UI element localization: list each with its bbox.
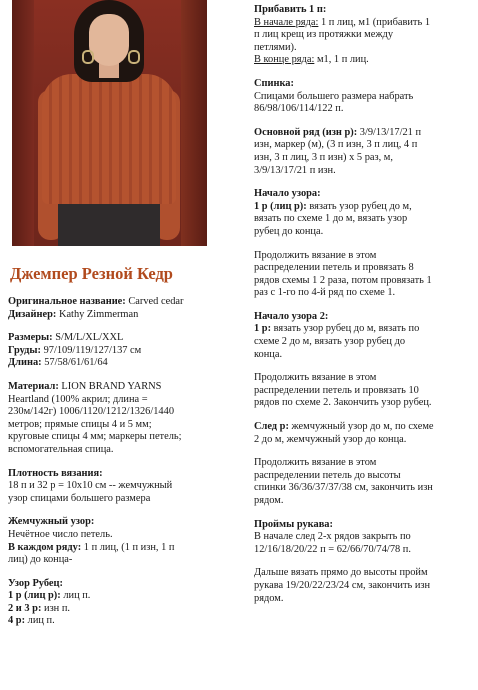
back-line: Спицами большего размера набрать xyxy=(254,90,414,102)
armhole-line: 12/16/18/20/22 п = 62/66/70/74/78 п. xyxy=(254,543,411,555)
continue-1-line: раз с 1-го по 4-й ряд по схеме 1. xyxy=(254,287,396,299)
original-name: Оригинальное название: Carved cedar xyxy=(8,296,184,307)
pattern-2-line: конца. xyxy=(254,348,283,360)
next-row: След р: жемчужный узор до м, по схеме xyxy=(254,421,434,433)
increase-start: В начале ряда: 1 п лиц, м1 (прибавить 1 xyxy=(254,16,431,28)
continue-1-line: распределении петель и провязать 8 xyxy=(254,262,414,274)
pattern-2-line: схеме 2 до м, вязать узор рубец до xyxy=(254,336,406,348)
material-line: Heartland (100% акрил; длина = xyxy=(8,393,148,405)
back-heading: Спинка: xyxy=(254,77,294,89)
rib-heading: Узор Рубец: xyxy=(8,577,63,589)
pattern-row-1-line: вязать по схеме 1 до м, вязать узор xyxy=(254,213,408,225)
sweater-photo xyxy=(12,0,207,246)
continue-2-line: Продолжить вязание в этом xyxy=(254,372,377,384)
armhole-line: В начале след 2-х рядов закрыть по xyxy=(254,531,411,543)
main-row: Основной ряд (изн р): 3/9/13/17/21 п xyxy=(254,126,422,138)
rib-row-1: 1 р (лиц р): лиц п. xyxy=(8,590,91,602)
density-line: 18 п и 32 р = 10x10 см -- жемчужный xyxy=(8,480,173,492)
back-line: 86/98/106/114/122 п. xyxy=(254,103,344,115)
main-row-line: изн, 3 п лиц, 3 п изн) х 5 раз, м, xyxy=(254,151,393,163)
increase-start-line: петлями). xyxy=(254,41,297,53)
every-row-cont: лиц) до конца- xyxy=(8,554,73,566)
density-heading: Плотность вязания: xyxy=(8,467,103,479)
rib-row-4: 4 р: лиц п. xyxy=(8,615,55,627)
continue-2-line: рядов по схеме 2. Закончить узор рубец. xyxy=(254,397,432,409)
continue-3-line: спинки 36/36/37/37/38 см, закончить изн xyxy=(254,482,433,494)
material-line: круговые спицы 4 мм; маркеры петель; xyxy=(8,431,182,443)
continue-2-line: распределении петель и провязать 10 xyxy=(254,384,419,396)
continue-1-line: Продолжить вязание в этом xyxy=(254,249,377,261)
every-row: В каждом ряду: 1 п лиц, (1 п изн, 1 п xyxy=(8,541,175,553)
increase-heading: Прибавить 1 п: xyxy=(254,4,327,15)
material-line: вспомогательная спица. xyxy=(8,443,114,455)
straight-line: Дальше вязать прямо до высоты пройм xyxy=(254,567,428,579)
chest: Груды: 97/109/119/127/137 см xyxy=(8,344,142,356)
next-row-line: 2 до м, жемчужный узор до конца. xyxy=(254,433,407,445)
length: Длина: 57/58/61/61/64 xyxy=(8,357,108,369)
pattern-row-1-line: рубец до конца. xyxy=(254,225,324,237)
material-line: 230м/142г) 1006/1120/1212/1326/1440 xyxy=(8,406,175,418)
density-line: узор спицами большего размера xyxy=(8,492,151,504)
increase-start-line: п лиц крещ из протяжки между xyxy=(254,29,394,41)
material: Материал: LION BRAND YARNS xyxy=(8,380,162,392)
main-row-line: 3/9/13/17/21 п изн. xyxy=(254,164,336,176)
pearl-heading: Жемчужный узор: xyxy=(8,516,95,528)
pattern-2-row: 1 р: вязать узор рубец до м, вязать по xyxy=(254,323,420,335)
right-column xyxy=(254,4,474,605)
straight-line: рядом. xyxy=(254,592,284,604)
page-title: Джемпер Резной Кедр xyxy=(10,264,173,283)
material-line: метров; прямые спицы 4 и 5 мм; xyxy=(8,418,152,430)
pattern-2-heading: Начало узора 2: xyxy=(254,310,329,322)
pattern-row-1: 1 р (лиц р): вязать узор рубец до м, xyxy=(254,200,412,212)
armhole-heading: Проймы рукава: xyxy=(254,518,333,530)
pearl-line: Нечётное число петель. xyxy=(8,528,113,540)
straight-line: рукава 19/20/22/23/24 см, закончить изн xyxy=(254,579,431,591)
main-row-line: изн, маркер (м), (3 п изн, 3 п лиц, 4 п xyxy=(254,139,418,151)
left-column xyxy=(8,0,244,628)
sizes: Размеры: S/M/L/XL/XXL xyxy=(8,332,124,344)
continue-1-line: рядов схемы 1 2 раза, потом провязать 1 xyxy=(254,274,432,286)
pattern-start-heading: Начало узора: xyxy=(254,188,321,200)
increase-end: В конце ряда: м1, 1 п лиц. xyxy=(254,54,369,66)
designer: Дизайнер: Kathy Zimmerman xyxy=(8,308,139,320)
rib-row-2-3: 2 и 3 р: изн п. xyxy=(8,602,71,614)
continue-3-line: рядом. xyxy=(254,495,284,506)
continue-3-line: распределении петель до высоты xyxy=(254,469,401,481)
continue-3-line: Продолжить вязание в этом xyxy=(254,457,377,469)
